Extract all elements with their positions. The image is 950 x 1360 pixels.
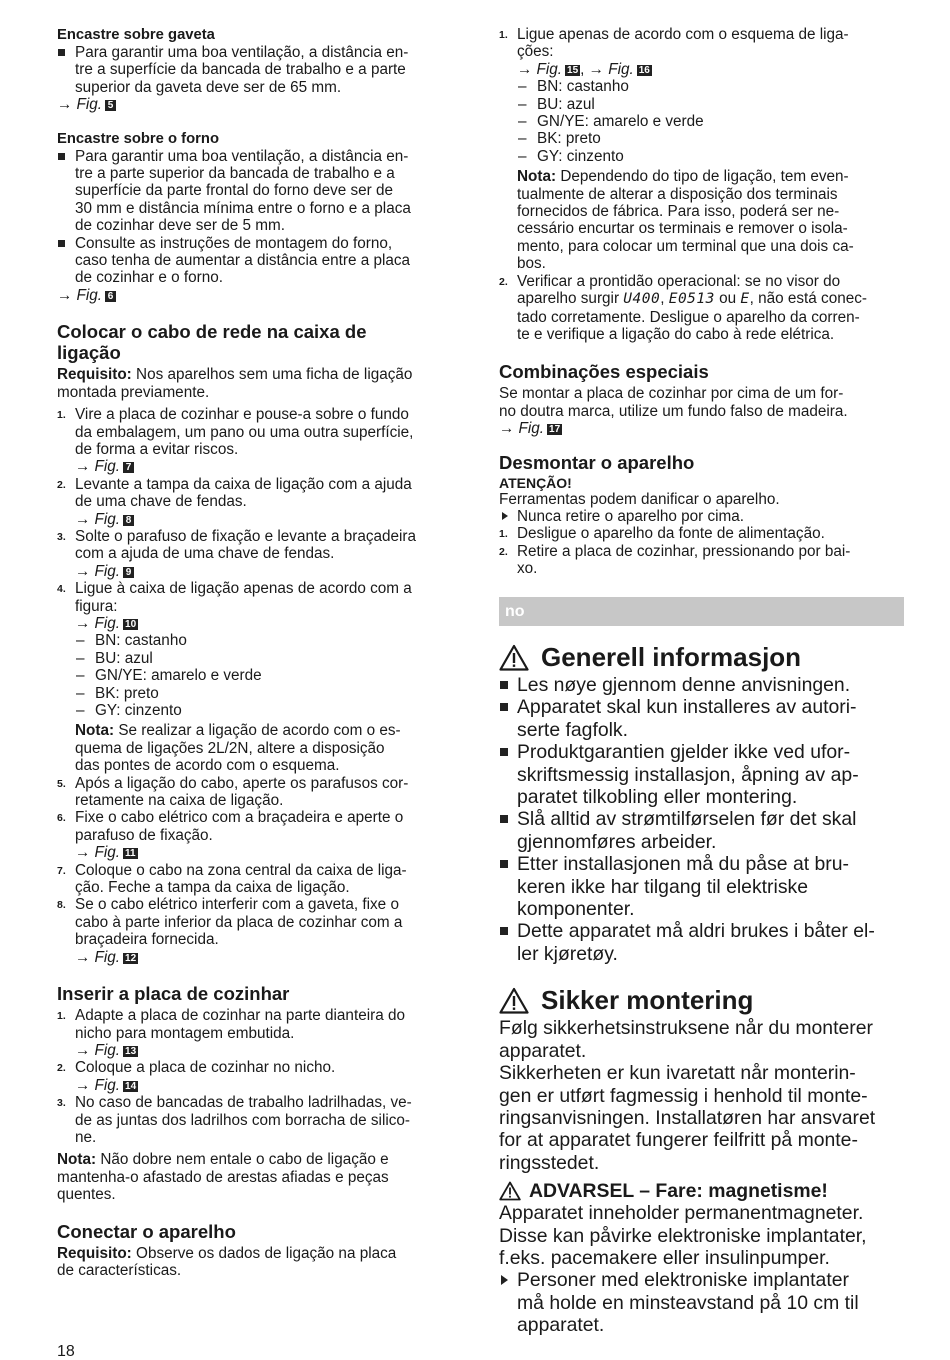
page-number: 18: [57, 1343, 75, 1360]
figure-ref: → Fig. 8: [57, 511, 467, 528]
left-column: [57, 26, 467, 1279]
step-item: 1. Vire a placa de cozinhar e pouse-a sobre o fundo da embalagem, um pano ou uma outra superfície, de forma a evitar riscos.: [57, 406, 414, 458]
paragraph: Følg sikkerhetsinstruksene når du monterer apparatet.: [499, 1017, 873, 1062]
bullet-item: Para garantir uma boa ventilação, a distância en- tre a superfície da bancada de trabalho e a parte superior da gaveta deve ser de 65 mm.: [57, 44, 467, 96]
step-item: 7. Coloque o cabo na zona central da caixa de liga- ção. Feche a tampa da caixa de ligação.: [57, 861, 407, 897]
heading-combinacoes: Combinações especiais: [499, 361, 709, 383]
figure-ref: → Fig. 13: [75, 1041, 137, 1059]
figure-number-badge: 6: [105, 291, 116, 302]
heading-conectar-aparelho: Conectar o aparelho: [57, 1220, 236, 1242]
step-item: 8. Se o cabo elétrico interferir com a gaveta, fixe o cabo à parte inferior da placa de cozinhar com a braçadeira fornecida.: [57, 896, 403, 949]
arrow-item: Personer med elektroniske implantater må holde en minsteavstand på 10 cm til apparatet.: [499, 1269, 909, 1336]
paragraph: Sikkerheten er kun ivaretatt når monterin- gen er utført fagmessig i henhold til monte- ringsanvisningen. Installatøren har ansvaret for at apparatet fungerer feilfritt på monte- ringsstedet.: [499, 1062, 876, 1174]
wire-item: – GY: cinzento: [518, 147, 624, 165]
step-item: 2. Verificar a prontidão operacional: se no visor do aparelho surgir U400, E0513 ou E, não está conec- tado corretamente. Desligue o aparelho da corren- te e verifique a ligação do cabo à rede elétrica.: [499, 272, 867, 343]
step-item: 5. Após a ligação do cabo, aperte os parafusos cor- retamente na caixa de ligação.: [57, 774, 409, 810]
figure-ref: → Fig. 11: [75, 844, 136, 862]
paragraph: Se montar a placa de cozinhar por cima de um for- no doutra marca, utilize um fundo falso de madeira.: [499, 385, 848, 420]
display-code: E: [740, 291, 750, 308]
warning-text: Apparatet inneholder permanentmagneter. Disse kan påvirke elektroniske implantater, f.eks. pacemakere eller insulinpumper.: [499, 1202, 867, 1269]
step-item: 2. Coloque a placa de cozinhar no nicho.: [57, 1059, 336, 1077]
bullet-item: Apparatet skal kun installeres av autori- serte fagfolk.: [499, 696, 909, 741]
bullet-item: Slå alltid av strømtilførselen før det skal gjennomføres arbeider.: [499, 808, 909, 853]
bullet-item: Etter installasjonen må du påse at bru- keren ikke har tilgang til elektriske komponenter.: [499, 853, 909, 920]
display-code: E0513: [668, 291, 715, 308]
bullet-item: Para garantir uma boa ventilação, a distância en- tre a parte superior da bancada de trabalho e a superfície da parte frontal do forno deve ser de 30 mm e distância mínima entre o forno e a placa de cozinhar deve ser de 5 mm.: [57, 148, 467, 235]
figure-ref: → Fig. 14: [75, 1076, 137, 1094]
warning-triangle-icon: [499, 987, 529, 1014]
step-item: 1. Adapte a placa de cozinhar na parte dianteira do nicho para montagem embutida.: [57, 1007, 405, 1042]
nota-paragraph: Nota: Não dobre nem entale o cabo de ligação e mantenha-o afastado de arestas afiadas e peças quentes.: [57, 1151, 389, 1204]
step-item: 6. Fixe o cabo elétrico com a braçadeira e aperte o parafuso de fixação.: [57, 809, 404, 844]
display-code: U400: [623, 291, 661, 308]
heading-generell: Generell informasjon: [499, 642, 909, 672]
wire-item: – BN: castanho: [76, 632, 187, 650]
figure-ref: → Fig. 12: [75, 948, 137, 966]
square-bullet-icon: [58, 49, 65, 56]
square-bullet-icon: [500, 681, 508, 689]
heading-encastre-gaveta: Encastre sobre gaveta: [57, 27, 215, 43]
figure-ref: → Fig. 9: [57, 563, 467, 580]
wire-item: – GN/YE: amarelo e verde: [76, 667, 262, 685]
warning-text: Ferramentas podem danificar o aparelho.: [499, 490, 780, 508]
warning-triangle-icon: [499, 644, 529, 671]
figure-ref: → Fig. 6: [57, 287, 467, 304]
wire-item: – BN: castanho: [518, 78, 629, 96]
wire-item: – BK: preto: [76, 684, 159, 702]
step-item: 1. Ligue apenas de acordo com o esquema de liga- ções:: [499, 26, 849, 61]
heading-colocar-cabo: Colocar o cabo de rede na caixa de ligação: [57, 321, 367, 364]
arrow-item: Nunca retire o aparelho por cima.: [499, 508, 904, 525]
warning-heading: ADVARSEL – Fare: magnetisme!: [499, 1180, 909, 1202]
heading-desmontar: Desmontar o aparelho: [499, 451, 695, 473]
step-item: 2. Levante a tampa da caixa de ligação com a ajuda de uma chave de fendas.: [57, 475, 412, 511]
square-bullet-icon: [500, 748, 508, 756]
bullet-item: Produktgarantien gjelder ikke ved ufor- skriftsmessig installasjon, åpning av ap- paratet tilkobling eller montering.: [499, 741, 909, 808]
figure-number-badge: 16: [638, 64, 650, 76]
figure-ref: → Fig. 7: [57, 458, 467, 475]
arrow-right-icon: [502, 512, 508, 520]
figure-ref: → Fig. 5: [57, 96, 467, 113]
figure-number-badge: 9: [123, 567, 134, 578]
right-column: [499, 26, 904, 578]
square-bullet-icon: [500, 860, 508, 868]
step-item: 3. Solte o parafuso de fixação e levante a braçadeira com a ajuda de uma chave de fendas.: [57, 527, 417, 563]
nota-paragraph: Nota: Dependendo do tipo de ligação, tem even- tualmente de alterar a disposição dos terminais fornecidos de fábrica. Para isso, poderá ser ne- cessário encurtar os terminais e remover o isola- mento, para colocar um terminal que una dois ca- bos.: [517, 168, 854, 273]
figure-ref: → Fig. 15 , → Fig. 16: [517, 60, 650, 78]
figure-number-badge: 17: [549, 424, 561, 436]
requisito-paragraph: Requisito: Observe os dados de ligação na placa de características.: [57, 1244, 397, 1279]
square-bullet-icon: [58, 153, 65, 160]
figure-ref: → Fig. 10: [75, 614, 137, 632]
language-bar: no: [499, 597, 904, 626]
bullet-item: Consulte as instruções de montagem do forno, caso tenha de aumentar a distância entre a placa de cozinhar e o forno.: [57, 235, 467, 287]
heading-sikker: Sikker montering: [499, 985, 909, 1015]
figure-ref: → Fig. 17: [499, 420, 561, 438]
figure-number-badge: 12: [125, 952, 137, 964]
norwegian-section: [499, 642, 909, 1337]
figure-number-badge: 5: [105, 100, 116, 111]
arrow-right-icon: [501, 1275, 508, 1285]
bullet-item: Dette apparatet må aldri brukes i båter el- ler kjøretøy.: [499, 920, 909, 965]
step-item: 4. Ligue à caixa de ligação apenas de acordo com a figura:: [57, 580, 412, 615]
bullet-item: Les nøye gjennom denne anvisningen.: [499, 674, 909, 696]
square-bullet-icon: [500, 703, 508, 711]
square-bullet-icon: [58, 240, 65, 247]
attention-label: ATENÇÃO!: [499, 474, 572, 491]
step-item: 1. Desligue o aparelho da fonte de alimentação.: [499, 525, 825, 543]
figure-number-badge: 10: [125, 618, 137, 630]
figure-number-badge: 14: [125, 1080, 137, 1092]
wire-item: – BK: preto: [518, 130, 601, 148]
figure-number-badge: 8: [123, 515, 134, 526]
wire-item: – BU: azul: [76, 649, 153, 667]
nota-paragraph: Nota: Se realizar a ligação de acordo com o es- quema de ligações 2L/2N, altere a disposição das pontes de acordo com o esquema.: [75, 722, 401, 775]
figure-number-badge: 7: [123, 462, 134, 473]
figure-number-badge: 11: [125, 848, 136, 860]
square-bullet-icon: [500, 815, 508, 823]
step-item: 2. Retire a placa de cozinhar, pressionando por bai- xo.: [499, 542, 851, 578]
step-item: 3. No caso de bancadas de trabalho ladrilhadas, ve- de as juntas dos ladrilhos com borracha de silico- ne.: [57, 1094, 412, 1146]
figure-number-badge: 13: [125, 1045, 137, 1057]
heading-inserir-placa: Inserir a placa de cozinhar: [57, 983, 290, 1005]
wire-item: – GN/YE: amarelo e verde: [518, 113, 704, 131]
figure-number-badge: 15: [567, 64, 579, 76]
heading-encastre-forno: Encastre sobre o forno: [57, 130, 219, 147]
warning-triangle-icon: [499, 1181, 521, 1201]
square-bullet-icon: [500, 927, 508, 935]
requisito-paragraph: Requisito: Nos aparelhos sem uma ficha de ligação montada previamente.: [57, 366, 413, 401]
wire-item: – BU: azul: [518, 95, 595, 113]
wire-item: – GY: cinzento: [76, 702, 182, 719]
